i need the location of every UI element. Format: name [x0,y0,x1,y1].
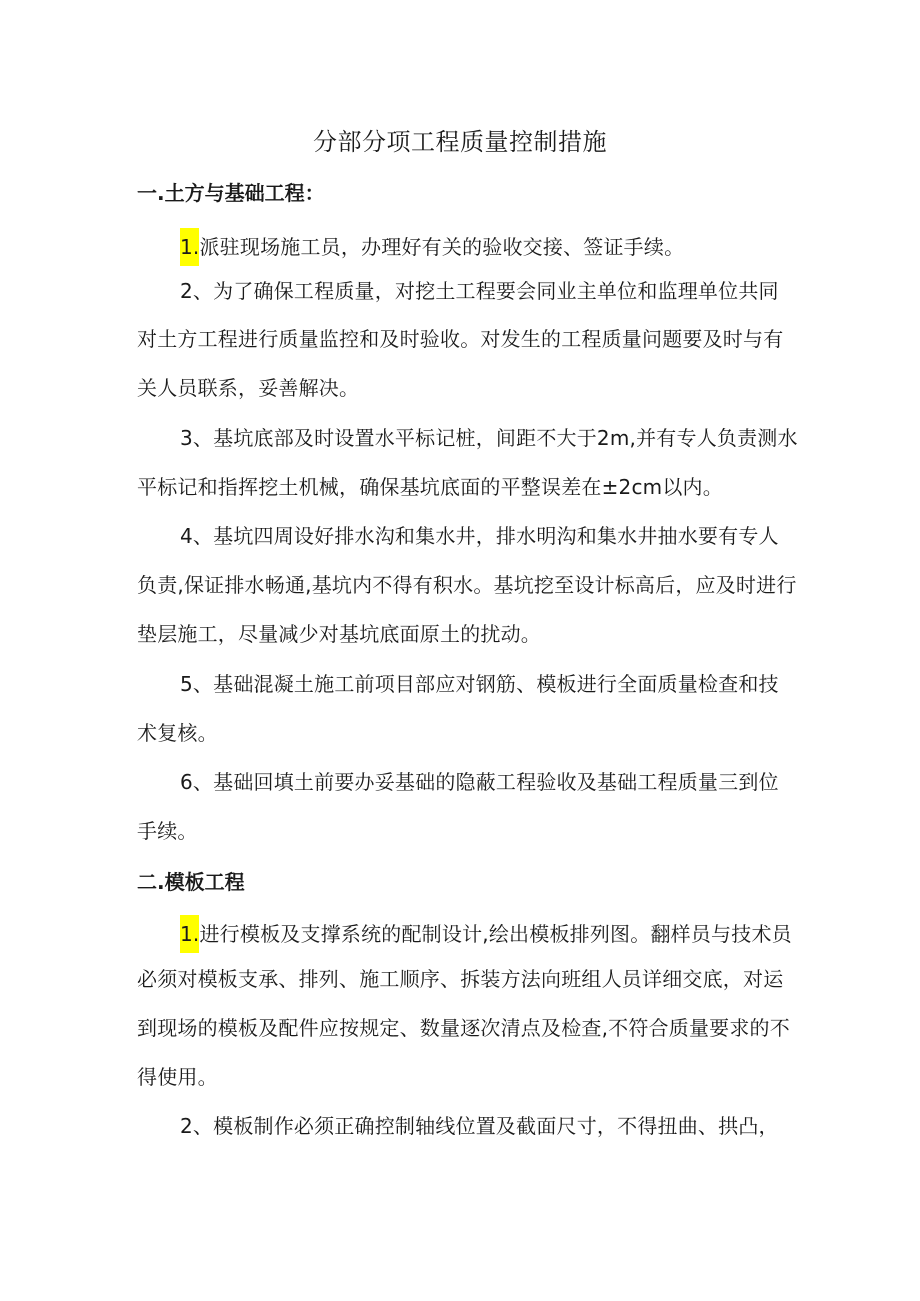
section2-item1-line3: 到现场的模板及配件应按规定、数量逐次清点及检查,不符合质量要求的不 [137,1016,790,1040]
section-heading-earthwork: 一.土方与基础工程： [137,181,325,205]
section1-item4-line2: 负责,保证排水畅通,基坑内不得有积水。基坑挖至设计标高后，应及时进行 [137,573,797,597]
section1-item3-line2: 平标记和指挥挖土机械，确保基坑底面的平整误差在±2cm以内。 [137,475,723,499]
section1-item2-line1: 2、为了确保工程质量，对挖土工程要会同业主单位和监理单位共同 [180,279,779,303]
section1-item2-line2: 对土方工程进行质量监控和及时验收。对发生的工程质量问题要及时与有 [137,327,784,351]
section1-item4-line3: 垫层施工，尽量减少对基坑底面原土的扰动。 [137,622,541,646]
section1-item1 [180,228,787,266]
section-heading-formwork: 二.模板工程 [137,870,245,894]
section1-item5-line2: 术复核。 [137,721,218,745]
highlighted-number: 1. [180,228,199,266]
section2-item2-line1: 2、模板制作必须正确控制轴线位置及截面尺寸，不得扭曲、拱凸， [180,1114,779,1138]
section1-item6-line1: 6、基础回填土前要办妥基础的隐蔽工程验收及基础工程质量三到位 [180,770,779,794]
section1-item6-line2: 手续。 [137,819,198,843]
section2-item1-line1 [180,915,792,953]
highlighted-number: 1. [180,915,199,953]
section2-item1-line2: 必须对模板支承、排列、施工顺序、拆装方法向班组人员详细交底，对运 [137,967,784,991]
section1-item3-line1: 3、基坑底部及时设置水平标记桩，间距不大于2m,并有专人负责测水 [180,426,798,450]
item-text: 派驻现场施工员，办理好有关的验收交接、签证手续。 [199,235,685,259]
section2-item1-line4: 得使用。 [137,1065,218,1089]
section1-item5-line1: 5、基础混凝土施工前项目部应对钢筋、模板进行全面质量检查和技 [180,672,779,696]
section1-item4-line1: 4、基坑四周设好排水沟和集水井，排水明沟和集水井抽水要有专人 [180,524,779,548]
item-text: 进行模板及支撑系统的配制设计,绘出模板排列图。翻样员与技术员 [199,922,792,946]
page-title: 分部分项工程质量控制措施 [313,128,607,156]
section1-item2-line3: 关人员联系，妥善解决。 [137,376,360,400]
